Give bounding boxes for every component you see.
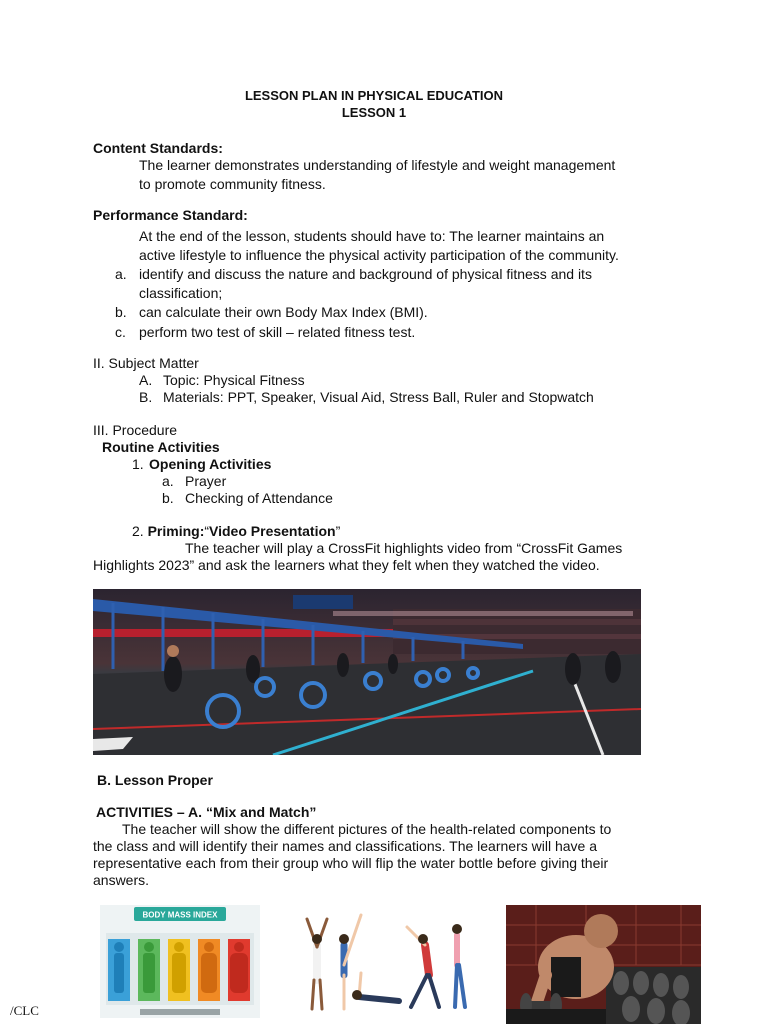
objective-text: perform two test of skill – related fitness test. xyxy=(139,324,416,340)
opening-activities-label: Opening Activities xyxy=(149,456,272,472)
subject-topic: Topic: Physical Fitness xyxy=(163,372,305,388)
objective-text: can calculate their own Body Max Index (BMI). xyxy=(139,304,428,320)
bmi-chart-image xyxy=(100,905,260,1018)
activity-heading: ACTIVITIES – A. “Mix and Match” xyxy=(96,804,317,820)
opening-item-prayer: Prayer xyxy=(185,473,227,489)
subject-marker: B. xyxy=(139,389,153,405)
priming-number: 2. xyxy=(132,523,144,539)
content-standards-heading: Content Standards: xyxy=(93,140,223,156)
priming-description: The teacher will play a CrossFit highlights video from “CrossFit Games xyxy=(185,540,623,556)
priming-label: Priming: xyxy=(147,523,205,539)
subject-marker: A. xyxy=(139,372,153,388)
open-quote: “ xyxy=(204,523,210,539)
opening-number: 1. xyxy=(132,456,144,472)
stretching-people-illustration xyxy=(299,905,471,1015)
bmi-banner: BODY MASS INDEX xyxy=(142,910,218,920)
content-standards-line: The learner demonstrates understanding of lifestyle and weight management xyxy=(139,157,616,173)
objective-marker: a. xyxy=(115,266,127,282)
footer-mark: /CLC xyxy=(10,1003,39,1018)
priming-title: Video Presentation xyxy=(209,523,336,539)
opening-marker: a. xyxy=(162,473,174,489)
bmi-illustration xyxy=(100,905,260,1018)
opening-item-attendance: Checking of Attendance xyxy=(185,490,333,506)
subject-materials: Materials: PPT, Speaker, Visual Aid, Stress Ball, Ruler and Stopwatch xyxy=(163,389,594,405)
muscular-strength-image xyxy=(506,905,701,1024)
content-standards-line: to promote community fitness. xyxy=(139,176,326,192)
activity-description: answers. xyxy=(93,872,150,888)
priming-line xyxy=(132,523,340,540)
performance-standard-line: active lifestyle to influence the physical activity participation of the community. xyxy=(139,247,619,263)
activity-description: The teacher will show the different pictures of the health-related components to xyxy=(122,821,612,837)
procedure-heading: III. Procedure xyxy=(93,422,178,438)
routine-activities-heading: Routine Activities xyxy=(102,439,220,455)
lesson-number: LESSON 1 xyxy=(341,105,407,120)
close-quote: ” xyxy=(335,523,341,539)
subject-matter-heading: II. Subject Matter xyxy=(93,355,199,371)
crossfit-games-photo xyxy=(93,589,641,755)
weightlifter-illustration xyxy=(506,905,701,1024)
opening-marker: b. xyxy=(162,490,174,506)
activity-description: the class and will identify their names and classifications. The learners will have a xyxy=(93,838,597,854)
objective-text: classification; xyxy=(139,285,223,301)
performance-standard-line: At the end of the lesson, students should have to: The learner maintains an xyxy=(139,228,605,244)
objective-marker: b. xyxy=(115,304,127,320)
flexibility-exercise-image xyxy=(299,905,471,1015)
objective-text: identify and discuss the nature and background of physical fitness and its xyxy=(139,266,592,282)
performance-standard-heading: Performance Standard: xyxy=(93,207,248,223)
document-title: LESSON PLAN IN PHYSICAL EDUCATION xyxy=(244,88,504,103)
lesson-proper-heading: B. Lesson Proper xyxy=(97,772,213,788)
objective-marker: c. xyxy=(115,324,126,340)
crossfit-arena-illustration xyxy=(93,589,641,755)
activity-description: representative each from their group who will flip the water bottle before giving their xyxy=(93,855,609,871)
priming-description: Highlights 2023” and ask the learners what they felt when they watched the video. xyxy=(93,557,600,573)
